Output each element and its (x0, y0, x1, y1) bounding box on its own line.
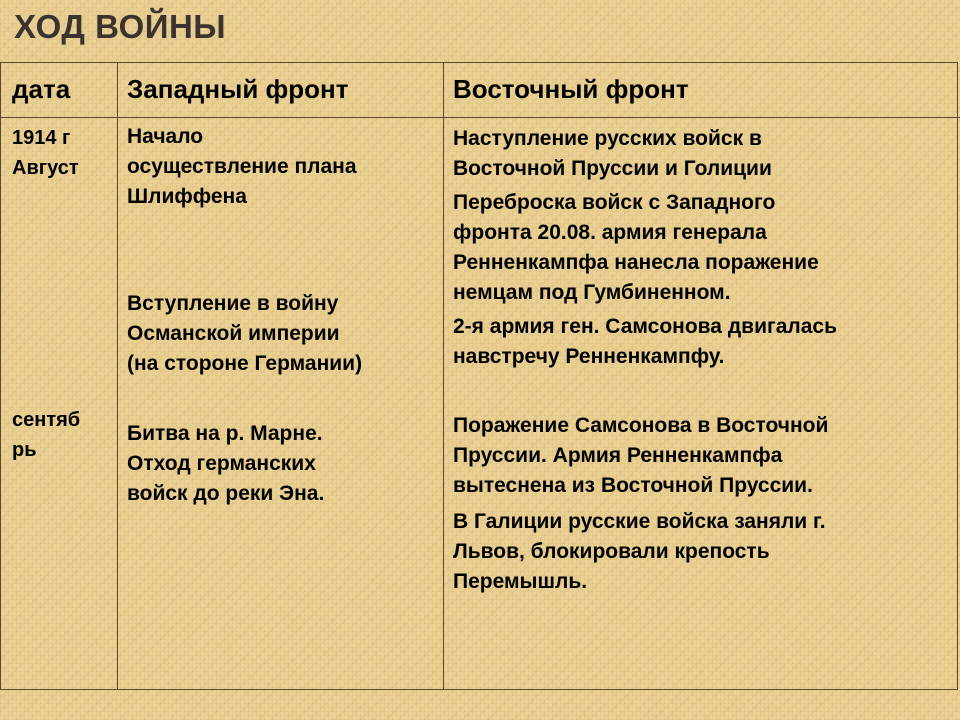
west-entry-line: Битва на р. Марне. (127, 422, 323, 445)
column-divider-date (117, 62, 118, 690)
east-entry-galicia (453, 507, 953, 597)
header-divider (0, 117, 960, 118)
east-entry-gumbinnen (453, 188, 953, 308)
slide-title: ХОД ВОЙНЫ (14, 8, 227, 45)
header-west-front: Западный фронт (127, 74, 349, 104)
east-entry-line: В Галиции русские войска заняли г. (453, 510, 826, 533)
east-entry-line: вытеснена из Восточной Пруссии. (453, 474, 813, 497)
east-entry-line: Восточной Пруссии и Голиции (453, 157, 772, 180)
east-entry-line: Ренненкампфа нанесла поражение (453, 251, 819, 274)
west-entry-line: войск до реки Эна. (127, 482, 325, 505)
date-month-august: Август (12, 157, 79, 179)
east-entry-line: 2-я армия ген. Самсонова двигалась (453, 315, 838, 338)
west-entry-line: Шлиффена (127, 185, 247, 208)
west-entry-line: осуществление плана (127, 155, 357, 178)
date-year: 1914 г (12, 127, 71, 149)
west-entry-schlieffen (127, 122, 357, 212)
date-month-september-line1: сентяб (12, 409, 81, 431)
east-entry-line: Наступление русских войск в (453, 127, 762, 150)
west-entry-line: Начало (127, 125, 204, 148)
date-month-september-line2: рь (12, 439, 37, 461)
header-east-front: Восточный фронт (453, 74, 689, 104)
west-entry-line: Вступление в войну (127, 292, 339, 315)
east-entry-samsonov-defeat (453, 411, 953, 501)
header-date: дата (12, 74, 71, 104)
west-entry-line: Османской империи (127, 322, 340, 345)
west-entry-marne (127, 419, 324, 509)
east-entry-line: Перемышль. (453, 570, 588, 593)
east-entry-line: фронта 20.08. армия генерала (453, 221, 767, 244)
date-cell-august (12, 123, 79, 183)
east-entry-offensive (453, 124, 953, 184)
column-divider-west (443, 62, 444, 690)
east-entry-line: навстречу Ренненкампфу. (453, 345, 725, 368)
west-entry-line: (на стороне Германии) (127, 352, 363, 375)
east-entry-line: Поражение Самсонова в Восточной (453, 414, 829, 437)
west-entry-ottoman (127, 289, 362, 379)
east-entry-line: немцам под Гумбиненном. (453, 281, 731, 304)
east-entry-line: Львов, блокировали крепость (453, 540, 770, 563)
east-entry-line: Пруссии. Армия Ренненкампфа (453, 444, 783, 467)
date-cell-september (12, 405, 80, 465)
east-entry-samsonov-advance (453, 312, 953, 372)
east-entry-line: Переброска войск с Западного (453, 191, 776, 214)
west-entry-line: Отход германских (127, 452, 316, 475)
